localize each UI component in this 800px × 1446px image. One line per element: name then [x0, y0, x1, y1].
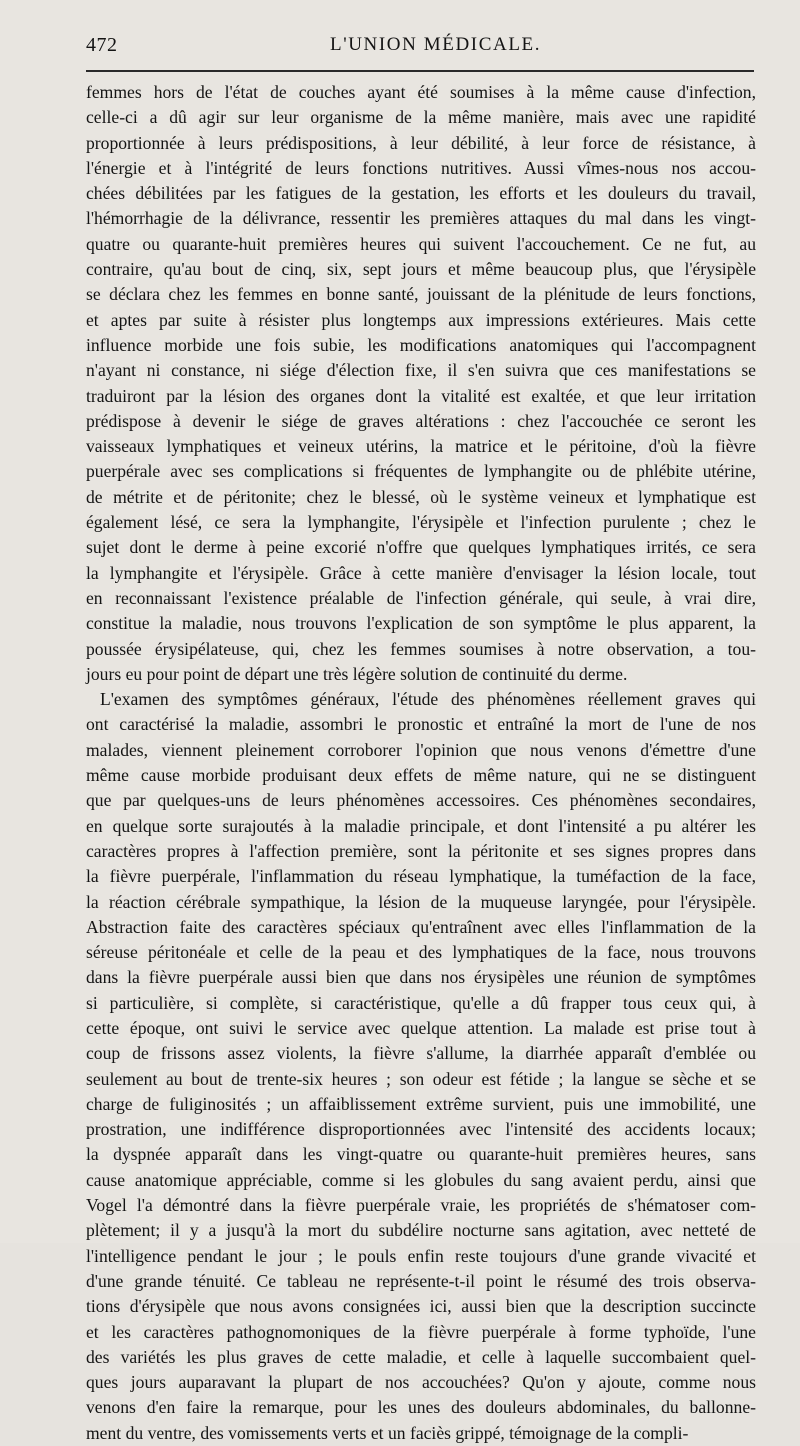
text-line: puerpérale avec ses complications si fréquentes de lymphangite ou de phlébite utérine,	[86, 461, 756, 482]
text-line: en quelque sorte surajoutés à la maladie principale, et dont l'intensité a pu altérer les	[86, 815, 756, 836]
text-line: cette époque, ont suivi le service avec quelque attention. La malade est prise tout à	[86, 1017, 756, 1038]
text-line: proportionnée à leurs prédispositions, à leur débilité, à leur force de résistance, à	[86, 132, 756, 153]
text-line: quatre ou quarante-huit premières heures qui suivent l'accouchement. Ce ne fut, au	[86, 233, 756, 254]
text-line: charge de fuliginosités ; un affaiblissement extrême survient, puis une immobilité, une	[86, 1093, 756, 1114]
text-line: l'énergie et à l'intégrité de leurs fonctions nutritives. Aussi vîmes-nous nos accou-	[86, 157, 756, 178]
body-text	[86, 80, 756, 1446]
text-line: contraire, qu'au bout de cinq, six, sept jours et même beaucoup plus, que l'érysipèle	[86, 259, 756, 280]
text-line: ment du ventre, des vomissements verts et un faciès grippé, témoignage de la compli-	[86, 1422, 689, 1443]
text-line: également lésé, ce sera la lymphangite, l'érysipèle et l'infection purulente ; chez le	[86, 512, 756, 533]
header-rule	[86, 70, 754, 72]
text-line: femmes hors de l'état de couches ayant été soumises à la même cause d'infection,	[86, 82, 756, 102]
text-line: que par quelques-uns de leurs phénomènes accessoires. Ces phénomènes secondaires,	[86, 790, 756, 811]
text-line: malades, viennent pleinement corroborer l'opinion que nous venons d'émettre d'une	[86, 739, 756, 760]
page-number: 472	[86, 34, 118, 56]
text-line: coup de frissons assez violents, la fièvre s'allume, la diarrhée apparaît d'emblée ou	[86, 1043, 756, 1064]
text-line: vaisseaux lymphatiques et veineux utérins, la matrice et le péritoine, d'où la fièvre	[86, 436, 756, 457]
text-line: même cause morbide produisant deux effets de même nature, qui ne se distinguent	[86, 765, 756, 786]
text-line: influence morbide une fois subie, les modifications anatomiques qui l'accompagnent	[86, 334, 756, 355]
page-header	[86, 34, 756, 58]
text-line: d'une grande ténuité. Ce tableau ne représente-t-il point le résumé des trois observa-	[86, 1270, 756, 1291]
text-line: seulement au bout de trente-six heures ; son odeur est fétide ; la langue se sèche et se	[86, 1068, 756, 1089]
text-line: Vogel l'a démontré dans la fièvre puerpérale vraie, les propriétés de s'hématoser com-	[86, 1195, 756, 1216]
text-line: se déclara chez les femmes en bonne santé, jouissant de la plénitude de leurs fonctions,	[86, 284, 756, 305]
text-line: ont caractérisé la maladie, assombri le pronostic et entraîné la mort de l'une de nos	[86, 714, 756, 735]
text-line: jours eu pour point de départ une très légère solution de continuité du derme.	[86, 663, 628, 684]
text-line: et les caractères pathognomoniques de la fièvre puerpérale à forme typhoïde, l'une	[86, 1321, 756, 1342]
text-line: et aptes par suite à résister plus longtemps aux impressions extérieures. Mais cette	[86, 309, 756, 330]
text-line: traduiront par la lésion des organes dont la vitalité est exaltée, et que leur irritation	[86, 385, 756, 406]
text-line: celle-ci a dû agir sur leur organisme de la même manière, mais avec une rapidité	[86, 107, 756, 128]
text-line: prostration, une indifférence disproportionnées avec l'intensité des accidents locaux;	[86, 1119, 756, 1140]
text-line: caractères propres à l'affection première, sont la péritonite et ses signes propres dans	[86, 840, 756, 861]
text-line: prédispose à devenir le siége de graves altérations : chez l'accouchée ce seront les	[86, 410, 756, 431]
text-line: l'intelligence pendant le jour ; le pouls enfin reste toujours d'une grande vivacité et	[86, 1245, 756, 1266]
text-line: constitue la maladie, nous trouvons l'explication de son symptôme le plus apparent, la	[86, 613, 756, 634]
text-line: dans la fièvre puerpérale aussi bien que dans nos érysipèles une réunion de symptômes	[86, 967, 756, 988]
text-line: plètement; il y a jusqu'à la mort du subdélire nocturne sans agitation, avec netteté de	[86, 1220, 756, 1241]
text-line: l'hémorrhagie de la délivrance, ressentir les premières attaques du mal dans les vingt-	[86, 208, 756, 229]
text-line: tions d'érysipèle que nous avons consignées ici, aussi bien que la description succincte	[86, 1296, 756, 1317]
text-line: poussée érysipélateuse, qui, chez les femmes soumises à notre observation, a tou-	[86, 638, 756, 659]
text-line: de métrite et de péritonite; chez le blessé, où le système veineux et lymphatique est	[86, 486, 756, 507]
text-line: la réaction cérébrale sympathique, la lésion de la muqueuse laryngée, pour l'érysipèle.	[86, 891, 756, 912]
text-line: ques jours auparavant la plupart de nos accouchées? Qu'on y ajoute, comme nous	[86, 1372, 756, 1393]
text-line: sujet dont le derme à peine excorié n'offre que quelques lymphatiques irrités, ce sera	[86, 537, 756, 558]
text-line: chées débilitées par les fatigues de la gestation, les efforts et les douleurs du travail,	[86, 183, 756, 204]
text-line: des variétés les plus graves de cette maladie, et celle à laquelle succombaient quel-	[86, 1346, 756, 1367]
text-line: la dyspnée apparaît dans les vingt-quatre ou quarante-huit premières heures, sans	[86, 1144, 756, 1165]
running-title: L'UNION MÉDICALE.	[330, 34, 542, 55]
text-line: la fièvre puerpérale, l'inflammation du réseau lymphatique, la tuméfaction de la face,	[86, 866, 756, 887]
text-line: Abstraction faite des caractères spéciaux qu'entraînent avec elles l'inflammation de la	[86, 916, 756, 937]
text-line: en reconnaissant l'existence préalable de l'infection générale, qui seule, à vrai dire,	[86, 587, 756, 608]
text-line: cause anatomique appréciable, comme si les globules du sang avaient perdu, ainsi que	[86, 1169, 756, 1190]
text-line: L'examen des symptômes généraux, l'étude des phénomènes réellement graves qui	[100, 689, 756, 710]
text-line: venons d'en faire la remarque, pour les unes des douleurs abdominales, du ballonne-	[86, 1397, 756, 1418]
text-line: séreuse péritonéale et celle de la peau et des lymphatiques de la face, nous trouvons	[86, 942, 756, 963]
text-line: si particulière, si complète, si caractéristique, qu'elle a dû frapper tous ceux qui, à	[86, 992, 756, 1013]
text-line: la lymphangite et l'érysipèle. Grâce à cette manière d'envisager la lésion locale, tout	[86, 562, 756, 583]
text-line: n'ayant ni constance, ni siége d'élection fixe, il s'en suivra que ces manifestations se	[86, 360, 756, 381]
